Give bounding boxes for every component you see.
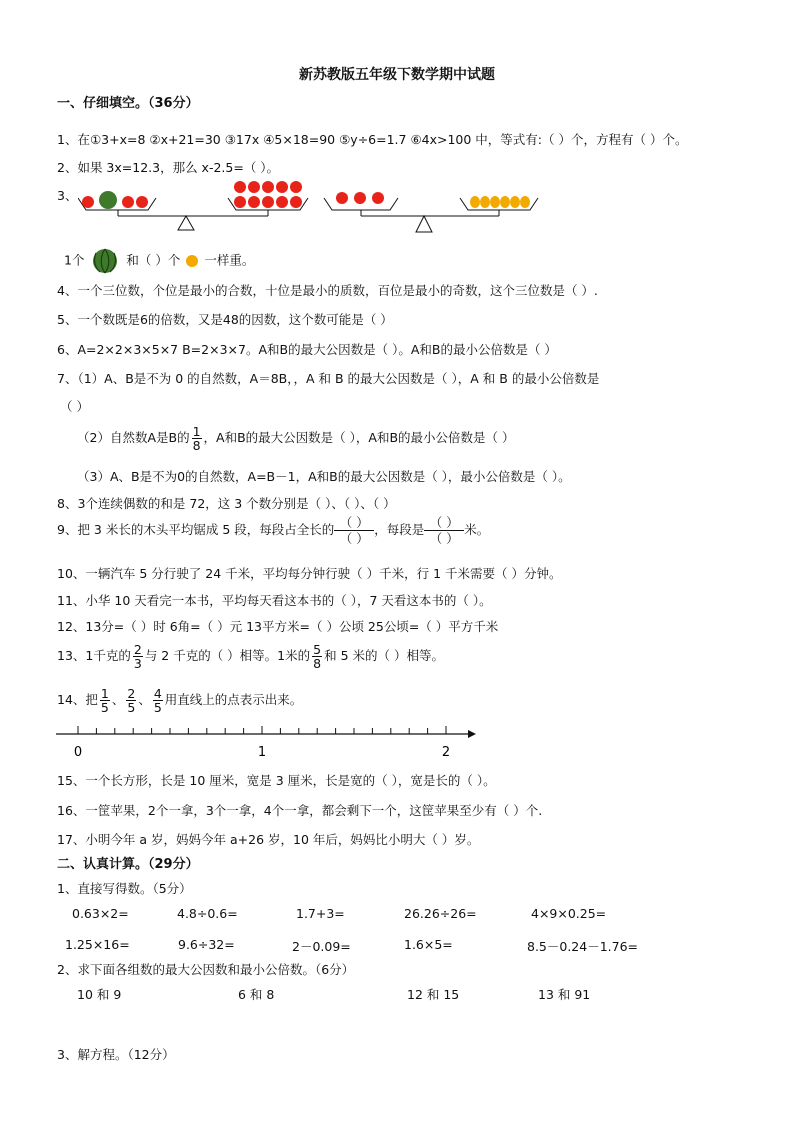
scale-left — [78, 181, 308, 230]
gcd-item: 6 和 8 — [238, 987, 275, 1002]
blank-fraction[interactable]: （ ） （ ） — [424, 515, 464, 546]
question-7-part-3: （3）A、B是不为0的自然数，A=B－1，A和B的最大公因数是（ ），最小公倍数是（ ）。 — [77, 469, 571, 484]
question-1: 1、在①3+x=8 ②x+21=30 ③17x ④5×18=90 ⑤y÷6=1.7 ⑥4x>100 中，等式有:（ ）个，方程有（ ）个。 — [57, 132, 688, 147]
calc-item: 2－0.09= — [292, 939, 351, 954]
blank-fraction[interactable]: （ ） （ ） — [334, 515, 374, 546]
gcd-item: 13 和 91 — [538, 987, 591, 1002]
apple-icon — [122, 196, 134, 208]
question-3-label: 3、 — [57, 188, 78, 203]
watermelon-icon — [99, 191, 117, 209]
orange-icon-group — [470, 196, 530, 208]
question-10: 10、一辆汽车 5 分行驶了 24 千米，平均每分钟行驶（ ）千米，行 1 千米需要（ ）分钟。 — [57, 566, 562, 581]
apple-icon — [82, 196, 94, 208]
fraction: $\frac{4}{5}$ — [153, 686, 162, 715]
gcd-item: 12 和 15 — [407, 987, 460, 1002]
fraction: $\frac{2}{5}$ — [127, 686, 136, 715]
question-9: 9、把 3 米长的木头平均锯成 5 段，每段占全长的 （ ） （ ） ，每段是 （ ） （ ） 米。 — [57, 515, 490, 546]
question-7-part-1: 7、（1）A、B是不为 0 的自然数，A＝8B，，A 和 B 的最大公因数是（ ），A 和 B 的最小公倍数是 — [57, 371, 600, 386]
question-8: 8、3个连续偶数的和是 72，这 3 个数分别是（ ）、（ ）、（ ） — [57, 496, 396, 511]
axis-label-2: 2 — [441, 745, 451, 760]
orange-icon — [185, 254, 199, 268]
calc-item: 26.26÷26= — [404, 906, 477, 921]
section-2-question-3: 3、解方程。（12分） — [57, 1047, 175, 1062]
section-2-heading: 二、认真计算。（29分） — [57, 857, 199, 872]
apple-icon-group — [234, 181, 302, 208]
fraction: $\frac{2}{3}$ — [133, 642, 142, 671]
question-17: 17、小明今年 a 岁，妈妈今年 a+26 岁，10 年后，妈妈比小明大（ ）岁。 — [57, 832, 480, 847]
fraction: $\frac{1}{5}$ — [100, 686, 109, 715]
calc-item: 8.5－0.24－1.76= — [527, 939, 639, 954]
question-3-answer: 1个 和（ ）个 一样重。 — [64, 248, 254, 274]
question-7-part-1-cont: （ ） — [60, 399, 89, 414]
number-line-ticks — [78, 726, 446, 734]
question-11: 11、小华 10 天看完一本书，平均每天看这本书的（ ），7 天看这本书的（ ）。 — [57, 593, 492, 608]
question-15: 15、一个长方形，长是 10 厘米，宽是 3 厘米，长是宽的（ ），宽是长的（ ）。 — [57, 773, 496, 788]
question-2: 2、如果 3x=12.3，那么 x-2.5=（ ）。 — [57, 160, 280, 175]
question-14: 14、把 $\frac{1}{5}$ 、 $\frac{2}{5}$ 、 $\frac{4}{5}$ 用直线上的点表示出来。 — [57, 686, 303, 715]
question-4: 4、一个三位数，个位是最小的合数，十位是最小的质数，百位是最小的奇数，这个三位数是（ ）. — [57, 283, 598, 298]
axis-label-1: 1 — [257, 745, 267, 760]
calc-item: 1.25×16= — [65, 937, 130, 952]
number-line — [56, 722, 496, 762]
section-2-question-2: 2、求下面各组数的最大公因数和最小公倍数。（6分） — [57, 962, 355, 977]
calc-item: 0.63×2= — [72, 906, 129, 921]
calc-item: 1.6×5= — [404, 937, 453, 952]
gcd-item: 10 和 9 — [77, 987, 122, 1002]
watermelon-icon — [92, 248, 118, 274]
section-1-heading: 一、仔细填空。（36分） — [57, 96, 199, 111]
fraction: $\frac{1}{8}$ — [192, 424, 201, 453]
scale-right — [324, 192, 538, 232]
question-7-part-2: （2）自然数A是B的 $\frac{1}{8}$ ，A和B的最大公因数是（ ），A和B的最小公倍数是（ ） — [77, 424, 515, 453]
calc-item: 4.8÷0.6= — [177, 906, 238, 921]
question-12: 12、13分=（ ）时 6角=（ ）元 13平方米=（ ）公顷 25公顷=（ ）平方千米 — [57, 619, 499, 634]
apple-icon — [136, 196, 148, 208]
balance-scales-figure — [78, 178, 558, 238]
question-5: 5、一个数既是6的倍数，又是48的因数，这个数可能是（ ） — [57, 312, 393, 327]
calc-item: 4×9×0.25= — [531, 906, 607, 921]
question-6: 6、A=2×2×3×5×7 B=2×3×7。A和B的最大公因数是（ ）。A和B的最小公倍数是（ ） — [57, 342, 557, 357]
question-16: 16、一筐苹果，2个一拿，3个一拿，4个一拿，都会剩下一个，这筐苹果至少有（ ）个. — [57, 803, 543, 818]
axis-label-0: 0 — [73, 745, 83, 760]
calc-item: 1.7+3= — [296, 906, 345, 921]
question-13: 13、1千克的 $\frac{2}{3}$ 与 2 千克的（ ）相等。1米的 $\frac{5}{8}$ 和 5 米的（ ）相等。 — [57, 642, 444, 671]
fraction: $\frac{5}{8}$ — [313, 642, 322, 671]
section-2-question-1: 1、直接写得数。（5分） — [57, 881, 192, 896]
calc-item: 9.6÷32= — [178, 937, 235, 952]
page-title: 新苏教版五年级下数学期中试题 — [299, 67, 495, 83]
